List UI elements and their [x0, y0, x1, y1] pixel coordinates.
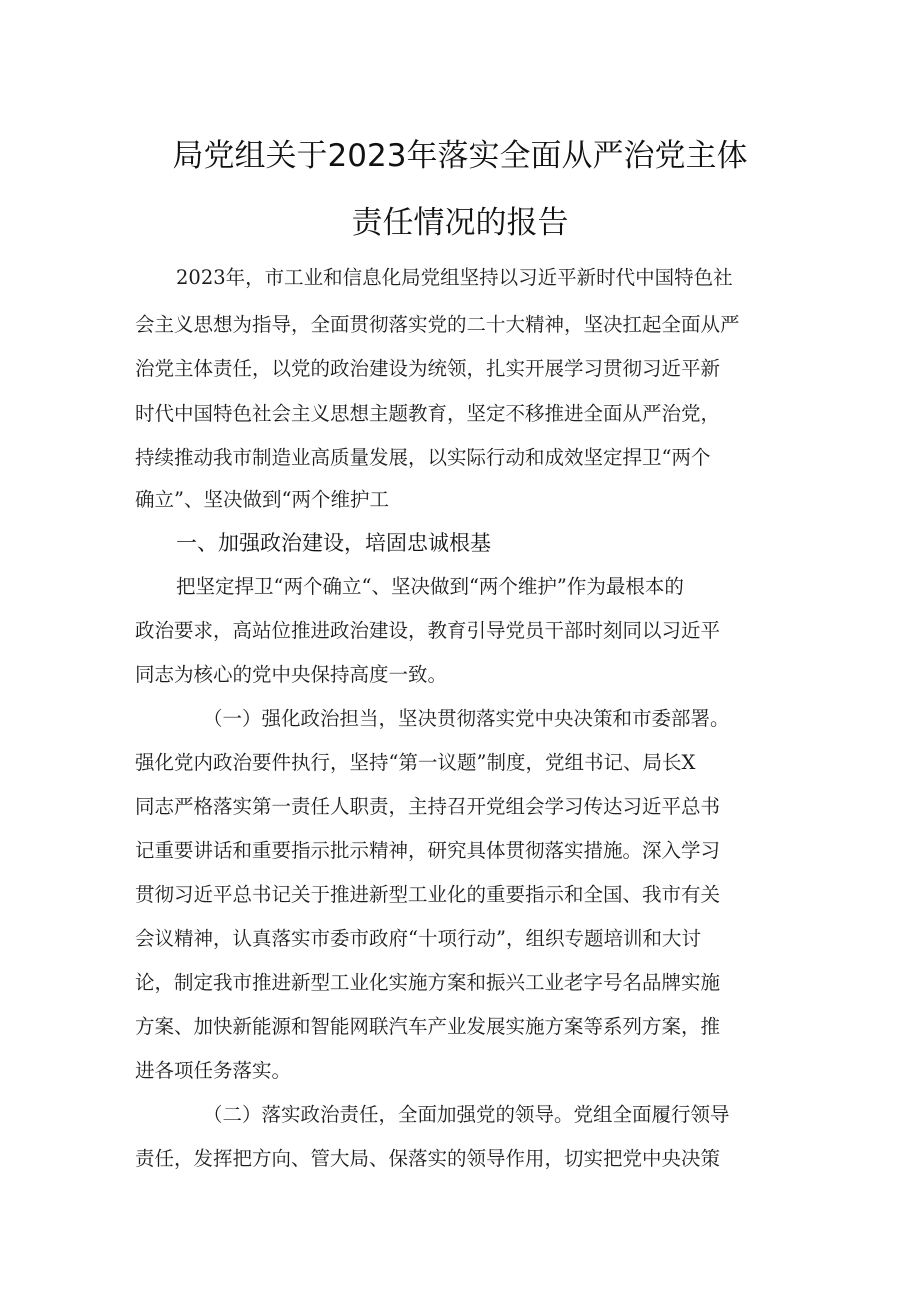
- subsection-line: 会议精神，认真落实市委市政府“十项行动”，组织专题培训和大讨: [135, 927, 701, 950]
- subsection-line: 贯彻习近平总书记关于推进新型工业化的重要指示和全国、我市有关: [135, 883, 721, 906]
- subsection-line: 强化党内政治要件执行，坚持“第一议题”制度，党组书记、局长X: [135, 751, 696, 774]
- section-para-line: 同志为核心的党中央保持高度一致。: [135, 663, 448, 686]
- subsection-line: 进各项任务落实。: [135, 1059, 292, 1082]
- subsection-line: 责任，发挥把方向、管大局、保落实的领导作用，切实把党中央决策: [135, 1147, 721, 1170]
- document-title-line-2: 责任情况的报告: [351, 205, 569, 241]
- subsection-line: 同志严格落实第一责任人职责，主持召开党组会学习传达习近平总书: [135, 795, 721, 818]
- subsection-line: （二）落实政治责任，全面加强党的领导。党组全面履行领导: [203, 1103, 730, 1126]
- section-heading: 一、加强政治建设，培固忠诚根基: [176, 531, 491, 555]
- intro-line: 确立”、坚决做到“两个维护工: [135, 488, 389, 511]
- intro-line: 治党主体责任，以党的政治建设为统领，扎实开展学习贯彻习近平新: [135, 357, 721, 380]
- subsection-line: 记重要讲话和重要指示批示精神，研究具体贯彻落实措施。深入学习: [135, 839, 721, 862]
- subsection-line: 论，制定我市推进新型工业化实施方案和振兴工业老字号名品牌实施: [135, 971, 721, 994]
- subsection-line: 方案、加快新能源和智能网联汽车产业发展实施方案等系列方案，推: [135, 1015, 721, 1038]
- intro-line: 时代中国特色社会主义思想主题教育，坚定不移推进全面从严治党，: [135, 402, 721, 425]
- intro-line: 持续推动我市制造业高质量发展，以实际行动和成效坚定捍卫“两个: [135, 446, 711, 469]
- section-para-line: 把坚定捍卫“两个确立“、坚决做到“两个维护”作为最根本的: [176, 575, 684, 598]
- section-para-line: 政治要求，高站位推进政治建设，教育引导党员干部时刻同以习近平: [135, 619, 721, 642]
- document-title-line-1: 局党组关于2023年落实全面从严治党主体: [172, 138, 748, 174]
- intro-line: 会主义思想为指导，全面贯彻落实党的二十大精神，坚决扛起全面从严: [135, 313, 740, 336]
- subsection-line: （一）强化政治担当，坚决贯彻落实党中央决策和市委部署。: [203, 707, 730, 730]
- intro-line: 2023年，市工业和信息化局党组坚持以习近平新时代中国特色社: [176, 266, 733, 289]
